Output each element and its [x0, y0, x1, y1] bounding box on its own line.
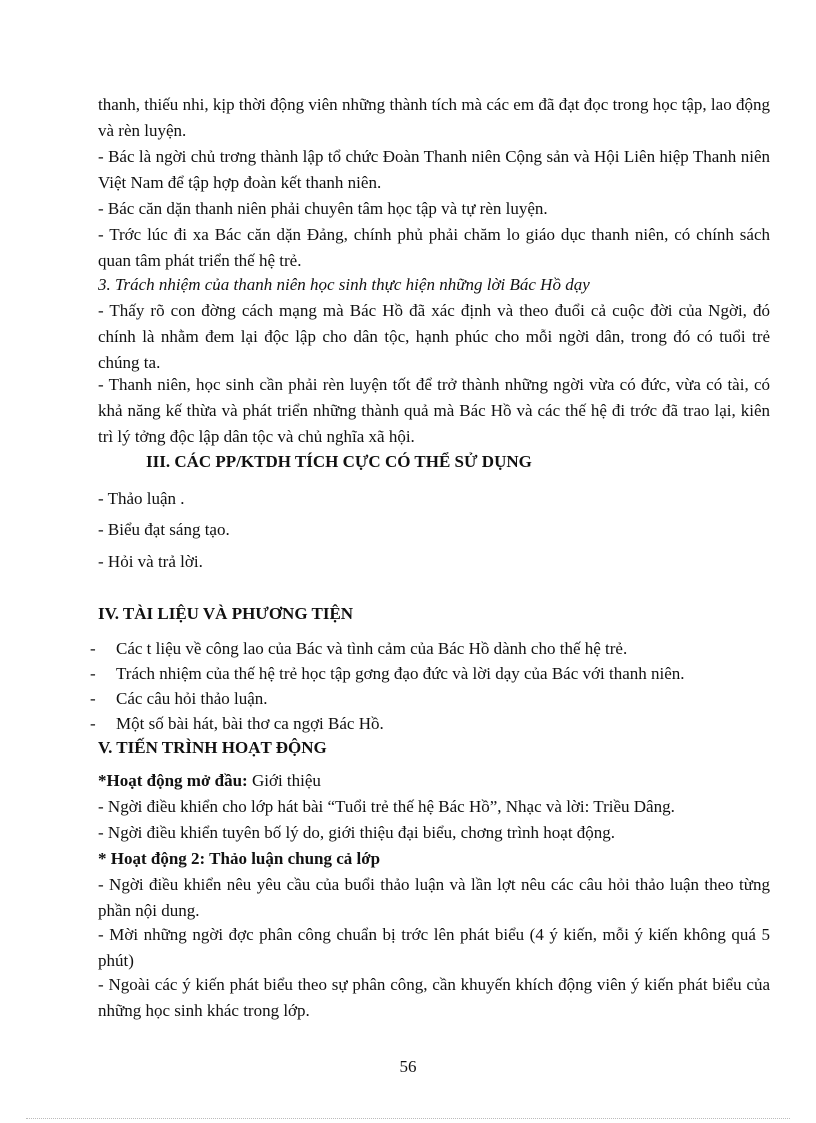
section-4-heading: IV. TÀI LIỆU VÀ PHƯƠNG TIỆN — [98, 604, 354, 623]
opening-activity-text: Giới thiệu — [247, 771, 321, 790]
paragraph-5: - Thấy rõ con đờng cách mạng mà Bác Hồ đã xác định và theo đuổi cả cuộc đời của Ngời, đó chính là nhằm đem lại độc lập cho dân tộc, hạnh phúc cho mỗi ngời dân, trong đó có tuổi trẻ chúng ta. — [98, 301, 770, 372]
paragraph-3: - Bác căn dặn thanh niên phải chuyên tâm học tập và tự rèn luyện. — [98, 199, 548, 218]
paragraph-8: - Mời những ngời đợc phân công chuẩn bị trớc lên phát biểu (4 ý kiến, mỗi ý kiến không quá 5 phút) — [98, 925, 770, 970]
section-5-line: - Ngời điều khiển tuyên bố lý do, giới thiệu đại biểu, chơng trình hoạt động. — [98, 823, 616, 842]
dash-marker: - — [90, 664, 96, 683]
section-4-list-item — [90, 661, 685, 687]
section-5-heading: V. TIẾN TRÌNH HOẠT ĐỘNG — [98, 738, 327, 757]
section-4-list-item — [90, 711, 384, 737]
section-4-item-text: Trách nhiệm của thế hệ trẻ học tập gơng đạo đức và lời dạy của Bác với thanh niên. — [116, 664, 685, 683]
dash-marker: - — [90, 639, 96, 658]
page-bottom-divider — [26, 1118, 790, 1119]
section-3-heading: III. CÁC PP/KTDH TÍCH CỰC CÓ THỂ SỬ DỤNG — [146, 452, 532, 471]
page-number: 56 — [399, 1057, 417, 1076]
opening-activity-label: *Hoạt động mở đầu: — [98, 771, 248, 790]
paragraph-2: - Bác là ngời chủ trơng thành lập tổ chức Đoàn Thanh niên Cộng sản và Hội Liên hiệp Thanh niên Việt Nam để tập hợp đoàn kết thanh niên. — [98, 147, 770, 192]
dash-marker: - — [90, 714, 96, 733]
dash-marker: - — [90, 689, 96, 708]
section-3-item: - Biểu đạt sáng tạo. — [98, 520, 230, 539]
paragraph-9: - Ngoài các ý kiến phát biểu theo sự phân công, cần khuyến khích động viên ý kiến phát biểu của những học sinh khác trong lớp. — [98, 975, 770, 1020]
section-3-item: - Thảo luận . — [98, 489, 185, 508]
paragraph-6: - Thanh niên, học sinh cần phải rèn luyện tốt để trở thành những ngời vừa có đức, vừa có tài, có khả năng kế thừa và phát triển những thành quả mà Bác Hồ và các thế hệ đi trớc đã trao lại, kiên trì lý tởng độc lập dân tộc và chủ nghĩa xã hội. — [98, 375, 770, 446]
subheading-3: 3. Trách nhiệm của thanh niên học sinh thực hiện những lời Bác Hồ dạy — [98, 275, 590, 294]
section-4-list-item — [90, 686, 268, 712]
paragraph-4: - Trớc lúc đi xa Bác căn dặn Đảng, chính phủ phải chăm lo giáo dục thanh niên, có chính sách quan tâm phát triển thế hệ trẻ. — [98, 225, 770, 270]
section-5-line: - Ngời điều khiển cho lớp hát bài “Tuổi trẻ thế hệ Bác Hồ”, Nhạc và lời: Triều Dâng. — [98, 797, 675, 816]
paragraph-7: - Ngời điều khiển nêu yêu cầu của buổi thảo luận và lần lợt nêu các câu hỏi thảo luận theo từng phần nội dung. — [98, 875, 770, 920]
section-4-item-text: Các t liệu về công lao của Bác và tình cảm của Bác Hồ dành cho thế hệ trẻ. — [116, 639, 628, 658]
section-3-item: - Hỏi và trả lời. — [98, 552, 203, 571]
section-4-item-text: Các câu hỏi thảo luận. — [116, 689, 268, 708]
paragraph-1: thanh, thiếu nhi, kịp thời động viên những thành tích mà các em đã đạt đọc trong học tập, lao động và rèn luyện. — [98, 95, 770, 140]
section-4-list-item — [90, 636, 627, 662]
section-4-item-text: Một số bài hát, bài thơ ca ngợi Bác Hồ. — [116, 714, 384, 733]
activity-2-heading: * Hoạt động 2: Thảo luận chung cả lớp — [98, 849, 381, 868]
opening-activity-line — [98, 768, 770, 794]
